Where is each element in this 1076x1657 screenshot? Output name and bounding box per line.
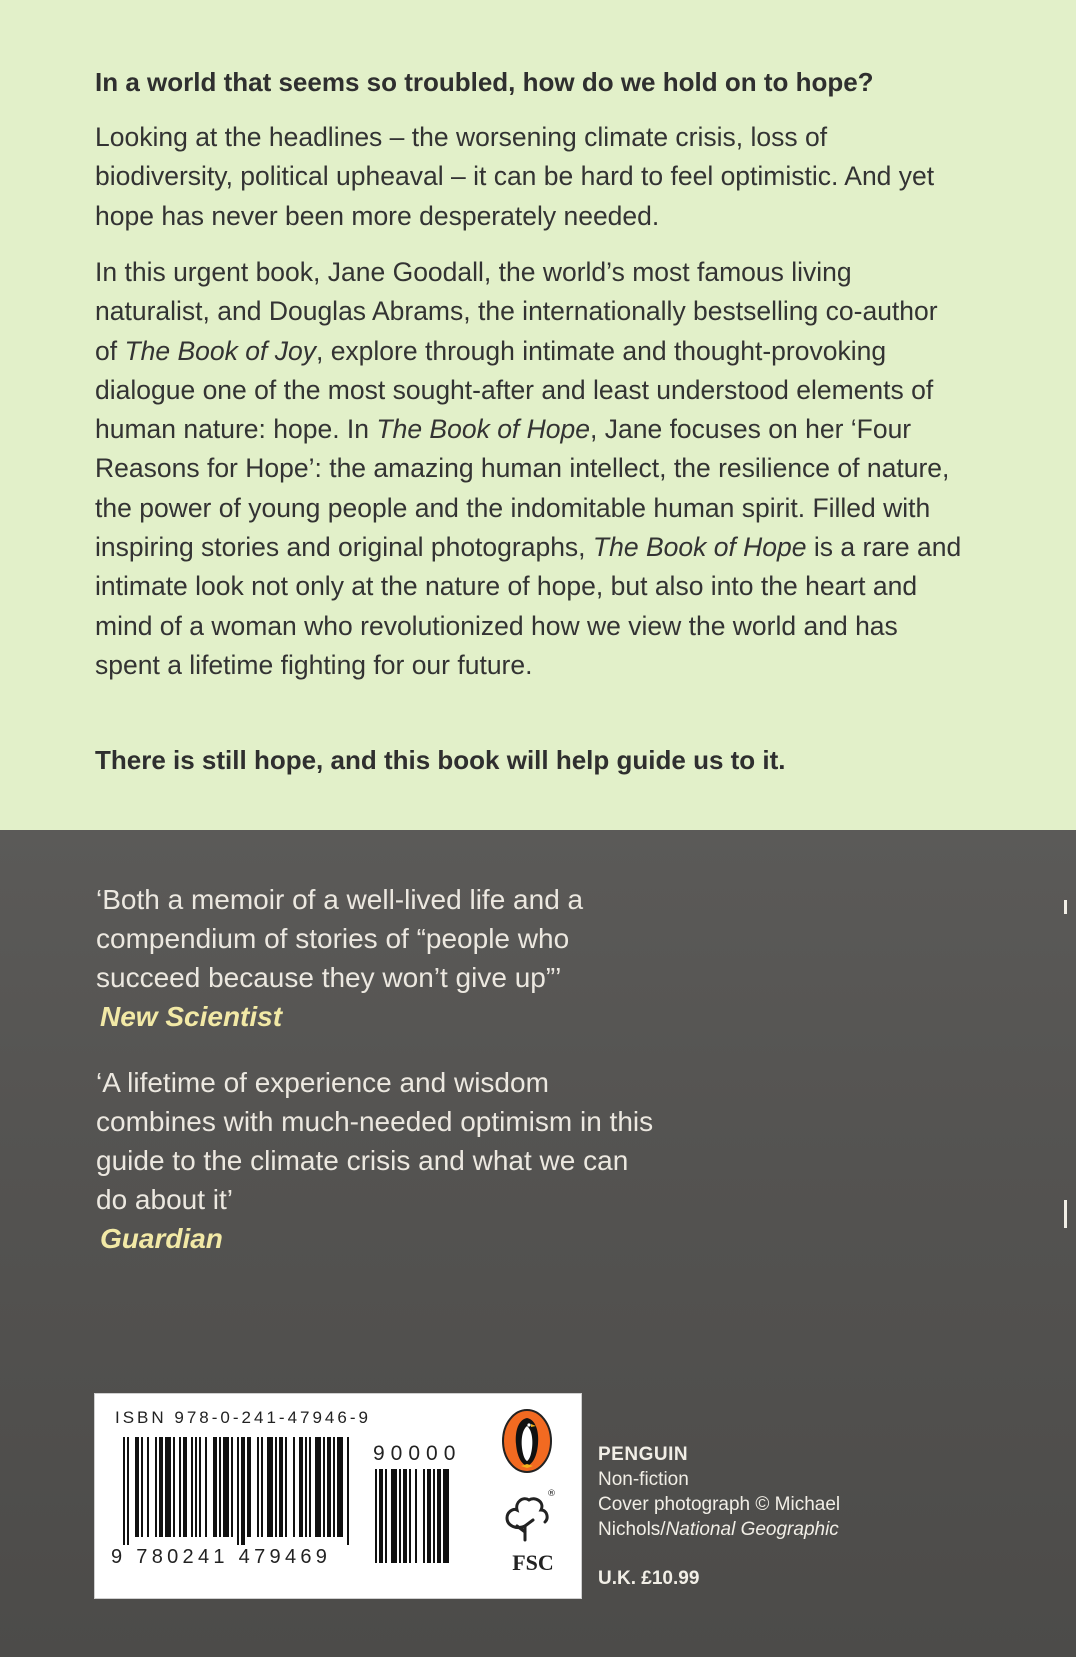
isbn-label: ISBN 978-0-241-47946-9 <box>115 1408 371 1427</box>
barcode-bar <box>327 1437 331 1537</box>
barcode-digits: 9 780241 479469 <box>111 1546 332 1568</box>
barcode-bar <box>375 1469 377 1563</box>
barcode-bar <box>267 1437 273 1537</box>
category-label: Non-fiction <box>598 1469 689 1490</box>
barcode-bar <box>159 1437 163 1537</box>
barcode-bar <box>379 1469 383 1563</box>
credit-publication: National Geographic <box>665 1519 839 1540</box>
barcode-bar <box>415 1469 417 1563</box>
barcode-bar <box>165 1437 171 1537</box>
barcode-bar <box>123 1437 125 1545</box>
review-text: ‘Both a memoir of a well-lived life and a compendium of stories of “people who succeed because they won’t give up”’ <box>96 884 584 993</box>
credit-text: Nichols/ <box>598 1519 666 1540</box>
blurb-paragraph-2 <box>95 253 965 685</box>
barcode-icon <box>123 1437 355 1549</box>
review-quote <box>96 880 656 1036</box>
barcode-bar <box>279 1437 283 1537</box>
edge-mark <box>1064 1200 1067 1228</box>
imprint-block <box>598 1442 898 1591</box>
review-source: New Scientist <box>100 1001 283 1032</box>
barcode-bar <box>195 1437 197 1537</box>
barcode-bar <box>337 1437 343 1537</box>
publisher-name: PENGUIN <box>598 1444 689 1465</box>
barcode-bar <box>323 1437 325 1537</box>
reviews-panel <box>0 830 1076 1657</box>
book-title-joy: The Book of Joy <box>124 335 316 366</box>
review-source: Guardian <box>100 1223 223 1254</box>
barcode-bar <box>427 1469 431 1563</box>
barcode-bar <box>423 1469 425 1563</box>
barcode-bar <box>433 1469 435 1563</box>
barcode-bar <box>399 1469 401 1563</box>
barcode-bar <box>183 1437 187 1537</box>
fsc-label: FSC <box>512 1550 554 1575</box>
barcode-bar <box>261 1437 263 1537</box>
cover-credit <box>598 1517 898 1542</box>
barcode-bar <box>293 1437 295 1537</box>
barcode-bar <box>443 1469 449 1563</box>
barcode-bar <box>305 1437 307 1537</box>
barcode-bar <box>223 1437 229 1537</box>
barcode-bar <box>127 1437 129 1545</box>
blurb-text: In this urgent book, Jane Goodall, the world’s most famous living naturalist, and Douglas Abrams, the internationally bestselling co-author of <box>95 257 938 366</box>
barcode-bar <box>247 1437 251 1537</box>
barcode-bar <box>213 1437 217 1537</box>
barcode-bar <box>257 1437 259 1537</box>
barcode-bar <box>403 1469 407 1563</box>
barcode-bar <box>241 1437 245 1545</box>
barcode-bar <box>285 1437 287 1537</box>
barcode-bar <box>437 1469 441 1563</box>
barcode-bar <box>205 1437 207 1537</box>
blurb-text: , Jane focuses on her ‘Four Reasons for Hope’: the amazing human intellect, the resilience of nature, the power of young people and the indomitable human spirit. Filled with inspiring stories and original photographs, <box>95 414 950 563</box>
barcode-bar <box>231 1437 233 1537</box>
price-label: U.K. £10.99 <box>598 1568 700 1589</box>
blurb-text: , explore through intimate and thought-provoking dialogue one of the most sought-after and least understood elements of human nature: hope. In <box>95 335 934 445</box>
barcode-bar <box>155 1437 157 1537</box>
barcode-bar <box>199 1437 201 1537</box>
barcode-bar <box>173 1437 175 1537</box>
barcode-bar <box>347 1437 349 1545</box>
barcode-bar <box>135 1437 139 1537</box>
book-title-hope: The Book of Hope <box>592 532 807 563</box>
cover-credit: Cover photograph © Michael <box>598 1494 841 1515</box>
review-quote <box>96 1063 656 1258</box>
penguin-logo-icon <box>501 1408 553 1474</box>
blurb-closing: There is still hope, and this book will help guide us to it. <box>95 745 786 775</box>
blurb-text: is a rare and intimate look not only at the nature of hope, but also into the heart and mind of a woman who revolutionized how we view the world and has spent a lifetime fighting for our future. <box>95 532 962 680</box>
addon-digits: 90000 <box>373 1442 462 1465</box>
addon-barcode-icon <box>375 1469 455 1569</box>
barcode-bar <box>219 1437 221 1537</box>
barcode-bar <box>333 1437 335 1537</box>
barcode-bar <box>141 1437 143 1537</box>
barcode-bar <box>315 1437 321 1537</box>
book-title-hope: The Book of Hope <box>376 414 591 445</box>
blurb-lead: In a world that seems so troubled, how do we hold on to hope? <box>95 67 874 97</box>
fsc-tree-icon <box>495 1486 557 1548</box>
barcode-bar <box>147 1437 149 1537</box>
barcode-bar <box>309 1437 311 1537</box>
barcode-bar <box>179 1437 181 1537</box>
edge-mark <box>1064 900 1067 914</box>
barcode-bar <box>409 1469 411 1563</box>
blurb-paragraph-1: Looking at the headlines – the worsening climate crisis, loss of biodiversity, political upheaval – it can be hard to feel optimistic. And yet hope has never been more desperately needed. <box>95 122 935 231</box>
barcode-bar <box>385 1469 387 1563</box>
barcode-bar <box>191 1437 193 1537</box>
barcode-bar <box>275 1437 277 1537</box>
barcode-bar <box>237 1437 239 1545</box>
review-text: ‘A lifetime of experience and wisdom combines with much-needed optimism in this guide to the climate crisis and what we can do about it’ <box>96 1067 654 1215</box>
barcode-bar <box>391 1469 397 1563</box>
barcode-box <box>94 1393 582 1599</box>
barcode-bar <box>299 1437 303 1537</box>
svg-text:®: ® <box>547 1489 556 1499</box>
